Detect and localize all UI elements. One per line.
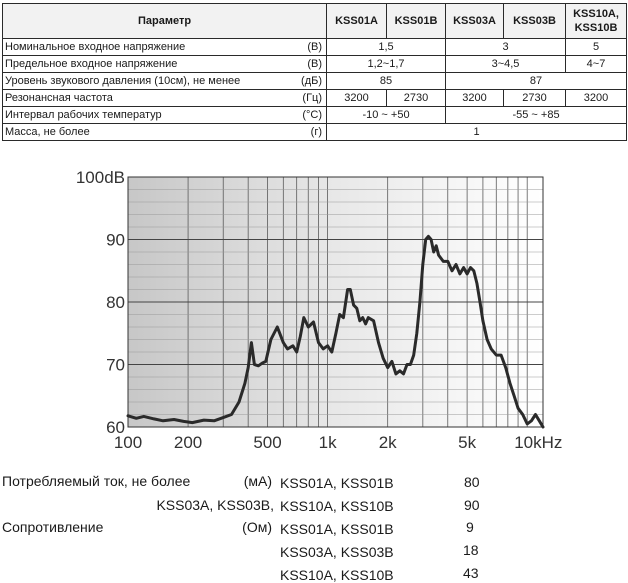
current-models: KSS01A, KSS01B <box>280 475 394 491</box>
spec-cell: 3200 <box>327 90 387 107</box>
y-axis-labels <box>76 168 125 437</box>
y-tick-label: 100dB <box>75 168 125 187</box>
spec-cell: 1,2~1,7 <box>327 56 446 73</box>
spec-cell: 3200 <box>446 90 504 107</box>
resistance-value: 9 <box>466 519 474 535</box>
spec-row-unit: (г) <box>299 124 327 141</box>
spec-cell: -10 ~ +50 <box>327 107 446 124</box>
current-value: 90 <box>464 497 480 513</box>
frequency-response-chart <box>0 160 628 460</box>
spec-table <box>2 3 627 141</box>
x-tick-label: 2k <box>378 433 397 452</box>
current-value: 80 <box>464 474 480 490</box>
spec-row <box>3 90 627 107</box>
current-models: KSS10A, KSS10B <box>280 498 394 514</box>
spec-row <box>3 56 627 73</box>
spec-row <box>3 39 627 56</box>
spec-row-name: Уровень звукового давления (10см), не менее <box>3 73 299 90</box>
spec-row-unit: (В) <box>299 56 327 73</box>
x-tick-label: 10kHz <box>514 433 563 452</box>
spec-cell: 4~7 <box>566 56 627 73</box>
spec-row <box>3 107 627 124</box>
x-tick-label: 500 <box>253 433 282 452</box>
spec-header-model: KSS01B <box>387 4 446 39</box>
spec-row <box>3 73 627 90</box>
spec-header-model: KSS03B <box>504 4 566 39</box>
y-tick-label: 90 <box>106 230 125 250</box>
spec-header-model: KSS01A <box>327 4 387 39</box>
spec-cell: 85 <box>327 73 446 90</box>
x-tick-label: 5k <box>458 433 477 452</box>
spec-row-name: Масса, не более <box>3 124 299 141</box>
spec-cell: -55 ~ +85 <box>446 107 627 124</box>
spec-row-name: Номинальное входное напряжение <box>3 39 299 56</box>
spec-cell: 3 <box>446 39 566 56</box>
spec-cell: 87 <box>446 73 627 90</box>
y-tick-label: 60 <box>106 418 125 437</box>
x-tick-label: 100 <box>113 433 143 452</box>
spec-cell: 3200 <box>566 90 627 107</box>
resistance-models: KSS01A, KSS01B <box>280 521 394 537</box>
resistance-value: 18 <box>463 542 479 558</box>
spec-cell: 2730 <box>504 90 566 107</box>
resistance-models: KSS03A, KSS03B <box>280 544 394 560</box>
resistance-label: Сопротивление <box>2 519 104 535</box>
current-label: Потребляемый ток, не более <box>2 473 191 489</box>
spec-cell: 3~4,5 <box>446 56 566 73</box>
spec-row-unit: (В) <box>299 39 327 56</box>
spec-cell: 5 <box>566 39 627 56</box>
y-tick-label: 70 <box>106 355 125 375</box>
spec-cell: 2730 <box>387 90 446 107</box>
x-tick-label: 200 <box>173 433 203 452</box>
spec-cell: 1 <box>327 124 627 141</box>
spec-row-name: Интервал рабочих температур <box>3 107 299 124</box>
spec-cell: 1,5 <box>327 39 446 56</box>
spec-row-name: Предельное входное напряжение <box>3 56 299 73</box>
x-axis-labels <box>114 433 563 452</box>
current-prefix: KSS03A, KSS03B, <box>156 497 274 513</box>
resistance-models: KSS10A, KSS10B <box>280 567 394 583</box>
spec-row-name: Резонансная частота <box>3 90 299 107</box>
resistance-unit: (Ом) <box>242 519 272 535</box>
spec-row-unit: (°С) <box>299 107 327 124</box>
spec-header-model: KSS03A <box>446 4 504 39</box>
current-unit: (мА) <box>243 473 272 489</box>
spec-row-unit: (Гц) <box>299 90 327 107</box>
resistance-value: 43 <box>463 565 479 581</box>
spec-header-param: Параметр <box>3 4 327 39</box>
x-tick-label: 1k <box>318 433 337 452</box>
spec-header-model: KSS10A, KSS10B <box>566 4 627 39</box>
y-tick-label: 80 <box>106 293 125 312</box>
spec-row-unit: (дБ) <box>299 73 327 90</box>
spec-row <box>3 124 627 141</box>
spec-header-row <box>3 4 627 39</box>
